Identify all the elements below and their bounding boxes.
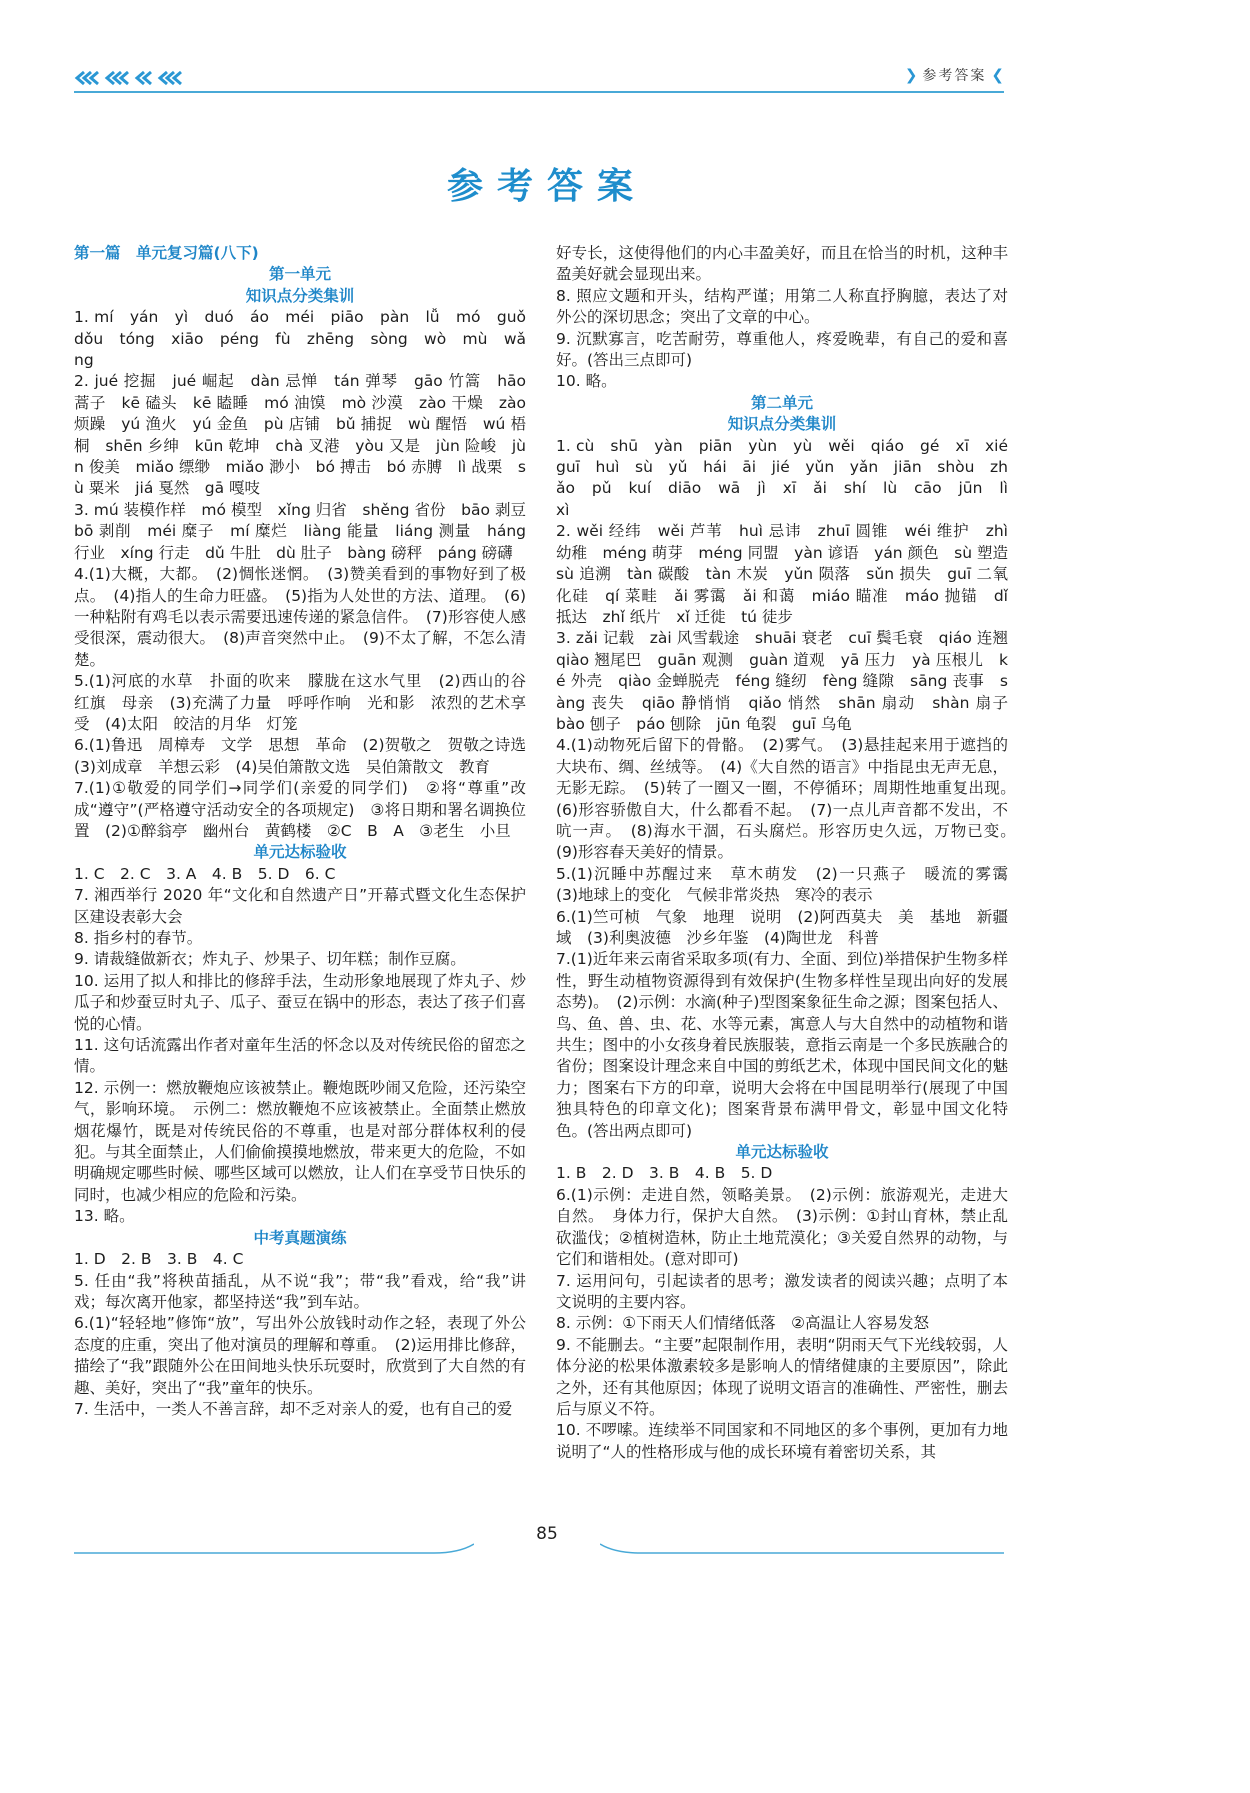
answer-paragraph: 7. 生活中，一类人不善言辞，却不乏对亲人的爱，也有自己的爱	[74, 1399, 513, 1418]
answer-paragraph: 1. mí yán yì duó áo méi piāo pàn lǚ mó guǒ dǒu tóng xiāo péng fù zhēng sòng wò mù wǎng	[74, 308, 542, 370]
answer-paragraph: 13. 略。	[74, 1207, 135, 1226]
answer-paragraph: 10. 运用了拟人和排比的修辞手法，生动形象地展现了炸丸子、炒瓜子和炒蚕豆时丸子、瓜子、蚕豆在锅中的形态，表达了孩子们喜悦的心情。	[74, 971, 526, 1033]
answer-paragraph: 6.(1)示例：走进自然，领略美景。 (2)示例：旅游观光，走进大自然。 身体力行，保护大自然。 (3)示例：①封山育林，禁止乱砍滥伐；②植树造林，防止土地荒漠化；③关爱自然界的动物，与它们和谐相处。(意对即可)	[556, 1185, 1008, 1269]
answer-paragraph: 11. 这句话流露出作者对童年生活的怀念以及对传统民俗的留恋之情。	[74, 1036, 526, 1076]
answer-paragraph: 6.(1)竺可桢 气象 地理 说明 (2)阿西莫夫 美 基地 新疆域 (3)利奥波德 沙乡年鉴 (4)陶世龙 科普	[556, 907, 1008, 947]
answer-paragraph: 9. 请裁缝做新衣；炸丸子、炒果子、切年糕；制作豆腐。	[74, 950, 466, 969]
section-heading: 第一单元	[268, 265, 331, 284]
answer-paragraph: 1. D 2. B 3. B 4. C	[74, 1250, 244, 1269]
answer-paragraph: 6.(1)鲁迅 周樟寿 文学 思想 革命 (2)贺敬之 贺敬之诗选 (3)刘成章 羊想云彩 (4)吴伯箫散文选 吴伯箫散文 教育	[74, 736, 542, 776]
answer-paragraph: 1. B 2. D 3. B 4. B 5. D	[556, 1164, 773, 1183]
answer-paragraph: 好专长，这使得他们的内心丰盈美好，而且在恰当的时机，这种丰盈美好就会显现出来。	[556, 244, 1008, 284]
right-column	[556, 243, 1024, 1463]
answer-paragraph: 2. wěi 经纬 wěi 芦苇 huì 忌讳 zhuī 圆锥 wéi 维护 zhì 幼稚 méng 萌芽 méng 同盟 yàn 谚语 yán 颜色 sù 塑造 sù 追溯 tàn 碳酸 tàn 木炭 yǔn 陨落 sǔn 损失 guī 二氧化硅 qí 菜畦 ǎi 雾霭 ǎi 和蔼 miáo 瞄准 máo 抛锚 dǐ 抵达 zhǐ 纸片 xǐ 迁徙 tú 徒步	[556, 522, 1024, 626]
section-heading: 单元达标验收	[735, 1143, 829, 1162]
page-header	[74, 62, 1004, 98]
answer-paragraph: 7.(1)①敬爱的同学们→同学们(亲爱的同学们) ②将“尊重”改成“遵守”(严格遵守活动安全的各项规定) ③将日期和署名调换位置 (2)①醉翁亭 幽州台 黄鹤楼 ②C B A ③老生 小旦	[74, 779, 526, 840]
section-heading: 中考真题演练	[253, 1228, 347, 1247]
answer-paragraph: 3. mú 装模作样 mó 模型 xǐng 归省 shěng 省份 bāo 剥豆 bō 剥削 méi 糜子 mí 糜烂 liàng 能量 liáng 测量 háng 行业 xíng 行走 dǔ 牛肚 dù 肚子 bàng 磅秤 páng 磅礴	[74, 500, 542, 562]
answer-paragraph: 8. 指乡村的春节。	[74, 929, 203, 947]
section-heading: 知识点分类集训	[727, 415, 837, 434]
section-heading: 单元达标验收	[253, 843, 347, 862]
answer-paragraph: 5.(1)沉睡中苏醒过来 草木萌发 (2)一只燕子 暖流的雾霭 (3)地球上的变化 气候非常炎热 寒冷的表示	[556, 864, 1024, 905]
header-rule	[74, 91, 1004, 93]
answer-paragraph: 7.(1)近年来云南省采取多项(有力、全面、到位)举措保护生物多样性，野生动植物资源得到有效保护(生物多样性呈现出向好的发展态势)。 (2)示例：水滴(种子)型图案象征生命之源；图案包括人、鸟、鱼、兽、虫、花、水等元素，寓意人与大自然中的动植物和谐共生；图中的小女孩身着民族服装，意指云南是一个多民族融合的省份；图案设计理念来自中国的剪纸艺术，体现中国民间文化的魅力；图案右下方的印章，说明大会将在中国昆明举行(展现了中国独具特色的印章文化)；图案背景布满甲骨文，彰显中国文化特色。(答出两点即可)	[556, 950, 1008, 1140]
answer-paragraph: 7. 湘西举行 2020 年“文化和自然遗产日”开幕式暨文化生态保护区建设表彰大会	[74, 886, 526, 926]
arrow-right-icon: ❯	[904, 66, 918, 84]
left-column	[74, 243, 542, 1420]
answer-paragraph: 5. 任由“我”将秧苗插乱，从不说“我”；带“我”看戏，给“我”讲戏；每次离开他家，都坚持送“我”到车站。	[74, 1271, 526, 1311]
section-heading: 知识点分类集训	[245, 286, 355, 305]
section-heading: 第二单元	[750, 393, 813, 412]
answer-paragraph: 5.(1)河底的水草 扑面的吹来 朦胧在这水气里 (2)西山的谷 红旗 母亲 (3)充满了力量 呼呼作响 光和影 浓烈的艺术享受 (4)太阳 皎洁的月华 灯笼	[74, 672, 542, 733]
answer-paragraph: 10. 略。	[556, 372, 617, 391]
answer-paragraph: 3. zǎi 记载 zài 风雪载途 shuāi 衰老 cuī 鬓毛衰 qiáo 连翘 qiào 翘尾巴 guān 观测 guàn 道观 yā 压力 yà 压根儿 ké 外壳 qiào 金蝉脱壳 féng 缝纫 fèng 缝隙 sāng 丧事 sàng 丧失 qiāo 静悄悄 qiǎo 悄然 shān 扇动 shàn 扇子 bào 刨子 páo 刨除 jūn 龟裂 guī 乌龟	[556, 629, 1024, 733]
section-heading: 第一篇 单元复习篇(八下)	[74, 244, 259, 262]
answer-paragraph: 7. 运用问句，引起读者的思考；激发读者的阅读兴趣；点明了本文说明的主要内容。	[556, 1271, 1008, 1311]
answer-paragraph: 1. cù shū yàn piān yùn yù wěi qiáo gé xī xié guī huì sù yǔ hái āi jié yǔn yǎn jiān shòu zhǎo pǔ kuí diāo wā jì xī ǎi shí lù cāo jūn lì xì	[556, 436, 1024, 519]
header-label-text: 参考答案	[922, 68, 987, 84]
chevron-decoration-icon	[74, 70, 194, 86]
answer-paragraph: 9. 不能删去。“主要”起限制作用，表明“阴雨天气下光线较弱，人体分泌的松果体激素较多是影响人的情绪健康的主要原因”，除此之外，还有其他原因；体现了说明文语言的准确性、严密性，删去后与原义不符。	[556, 1335, 1008, 1418]
footer-rule-right	[600, 1541, 1004, 1555]
answer-paragraph: 8. 照应文题和开头，结构严谨；用第二人称直抒胸臆，表达了对外公的深切思念；突出了文章的中心。	[556, 286, 1008, 327]
answer-paragraph: 1. C 2. C 3. A 4. B 5. D 6. C	[74, 864, 336, 883]
arrow-left-icon: ❮	[991, 66, 1004, 84]
answer-paragraph: 4.(1)动物死后留下的骨骼。 (2)雾气。 (3)悬挂起来用于遮挡的大块布、绸、丝绒等。 (4)《大自然的语言》中指昆虫无声无息，无影无踪。 (5)转了一圈又一圈，不停循环；周期性地重复出现。 (6)形容骄傲自大，什么都看不起。 (7)一点儿声音都不发出，不吭一声。 (8)海水干涸，石头腐烂。形容历史久远，万物已变。 (9)形容春天美好的情景。	[556, 736, 1024, 862]
answer-paragraph: 4.(1)大概，大都。 (2)惆怅迷惘。 (3)赞美看到的事物好到了极点。 (4)指人的生命力旺盛。 (5)指为人处世的方法、道理。 (6)一种粘附有鸡毛以表示需要迅速传递的紧急信件。 (7)形容使人感受很深，震动很大。 (8)声音突然中止。 (9)不太了解，不怎么清楚。	[74, 565, 526, 669]
answer-paragraph: 8. 示例：①下雨天人们情绪低落 ②高温让人容易发怒	[556, 1314, 930, 1333]
answer-paragraph: 10. 不啰嗦。连续举不同国家和不同地区的多个事例，更加有力地说明了“人的性格形成与他的成长环境有着密切关系，其	[556, 1421, 1008, 1461]
answer-paragraph: 9. 沉默寡言，吃苦耐劳，尊重他人，疼爱晚辈，有自己的爱和喜好。(答出三点即可)	[556, 329, 1008, 370]
page-number: 85	[536, 1524, 558, 1544]
answer-paragraph: 12. 示例一：燃放鞭炮应该被禁止。鞭炮既吵闹又危险，还污染空气，影响环境。 示例二：燃放鞭炮不应该被禁止。全面禁止燃放烟花爆竹，既是对传统民俗的不尊重，也是对部分群体权利的侵犯。与其全面禁止，人们偷偷摸摸地燃放，带来更大的危险，不如明确规定哪些时候、哪些区域可以燃放，让人们在享受节日快乐的同时，也减少相应的危险和污染。	[74, 1078, 526, 1204]
answer-paragraph: 2. jué 挖掘 jué 崛起 dàn 忌惮 tán 弹琴 gāo 竹篙 hāo 蒿子 kē 磕头 kē 瞌睡 mó 油馍 mò 沙漠 zào 干燥 zào 烦躁 yú 渔火 yú 金鱼 pù 店铺 bǔ 捕捉 wù 醒悟 wú 梧桐 shēn 乡绅 kūn 乾坤 chà 叉港 yòu 又是 jùn 险峻 jùn 俊美 miǎo 缥缈 miǎo 渺小 bó 搏击 bó 赤膊 lì 战栗 sù 粟米 jiá 戛然 gā 嘎吱	[74, 372, 526, 498]
header-label	[905, 64, 1004, 86]
page-title: 参考答案	[446, 165, 647, 207]
answer-paragraph: 6.(1)“轻轻地”修饰“放”，写出外公放钱时动作之轻，表现了外公态度的庄重，突出了他对演员的理解和尊重。 (2)运用排比修辞，描绘了“我”跟随外公在田间地头快乐玩耍时，欣赏到了大自然的有趣、美好，突出了“我”童年的快乐。	[74, 1314, 526, 1397]
